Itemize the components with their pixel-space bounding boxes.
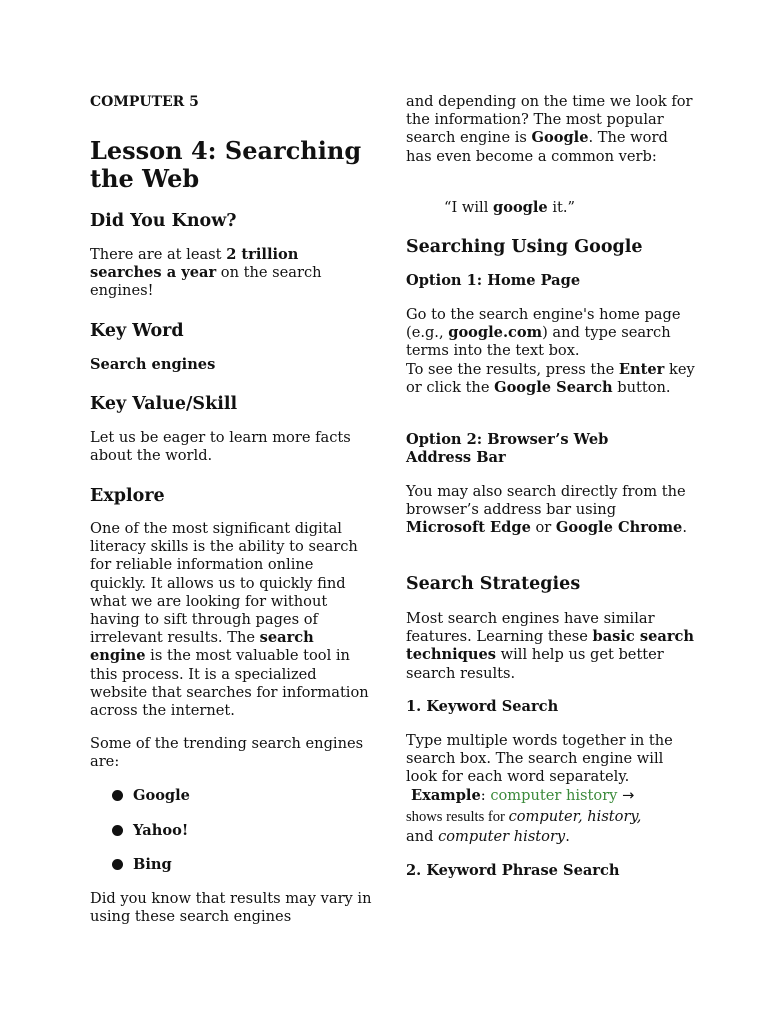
trending-intro: Some of the trending search engines are:	[90, 735, 364, 771]
explore-heading: Explore	[90, 486, 165, 506]
strategies-text: Most search engines have similar features. Learning these basic search techniques will help us get better search results.	[406, 610, 695, 682]
keyword-example: Example: computer history →	[411, 787, 635, 804]
bullet-icon	[112, 859, 123, 870]
keyword-search-text: Type multiple words together in the search box. The search engine will look for each word separately.	[406, 732, 673, 786]
example-query: computer history	[490, 787, 618, 804]
key-value-text: Let us be eager to learn more facts about the world.	[90, 429, 351, 465]
quote-text: “I will google it.”	[444, 199, 575, 216]
list-item: Bing	[112, 856, 172, 874]
lesson-title: Lesson 4: Searching the Web	[90, 136, 362, 193]
arrow-right-icon: →	[622, 787, 635, 804]
bullet-icon	[112, 825, 123, 836]
key-word-value: Search engines	[90, 356, 216, 373]
explore-text: One of the most significant digital literacy skills is the ability to search for reliable information online quickly. It allows us to quickly find what we are looking for without having to sift through pages of irrelevant results. The search engine is the most valuable tool in this process. It is a specialized website that searches for information across the internet.	[90, 520, 369, 720]
keyword-result: shows results for computer, history,	[406, 808, 642, 825]
bullet-icon	[112, 790, 123, 801]
phrase-search-heading: 2. Keyword Phrase Search	[406, 862, 620, 879]
key-value-heading: Key Value/Skill	[90, 394, 238, 414]
closing-text: Did you know that results may vary in using these search engines	[90, 890, 372, 926]
did-you-know-text: There are at least 2 trillion searches a year on the search engines!	[90, 246, 322, 300]
continuation-text: and depending on the time we look for the information? The most popular search engine is Google. The word has even become a common verb:	[406, 93, 693, 165]
strategies-heading: Search Strategies	[406, 574, 581, 594]
list-item: Yahoo!	[112, 822, 188, 840]
did-you-know-heading: Did You Know?	[90, 211, 237, 231]
subject-label: COMPUTER 5	[90, 94, 199, 110]
keyword-result-cont: and computer history.	[406, 828, 570, 845]
key-word-heading: Key Word	[90, 321, 184, 341]
searching-heading: Searching Using Google	[406, 237, 643, 257]
option1-text: Go to the search engine's home page (e.g., google.com) and type search terms into the text box. To see the results, press the Enter key or click the Google Search button.	[406, 306, 695, 396]
keyword-search-heading: 1. Keyword Search	[406, 698, 559, 715]
option1-heading: Option 1: Home Page	[406, 272, 581, 289]
option2-heading: Option 2: Browser’s Web Address Bar	[406, 431, 609, 467]
option2-text: You may also search directly from the browser’s address bar using Microsoft Edge or Google Chrome.	[406, 483, 687, 537]
list-item: Google	[112, 787, 190, 805]
